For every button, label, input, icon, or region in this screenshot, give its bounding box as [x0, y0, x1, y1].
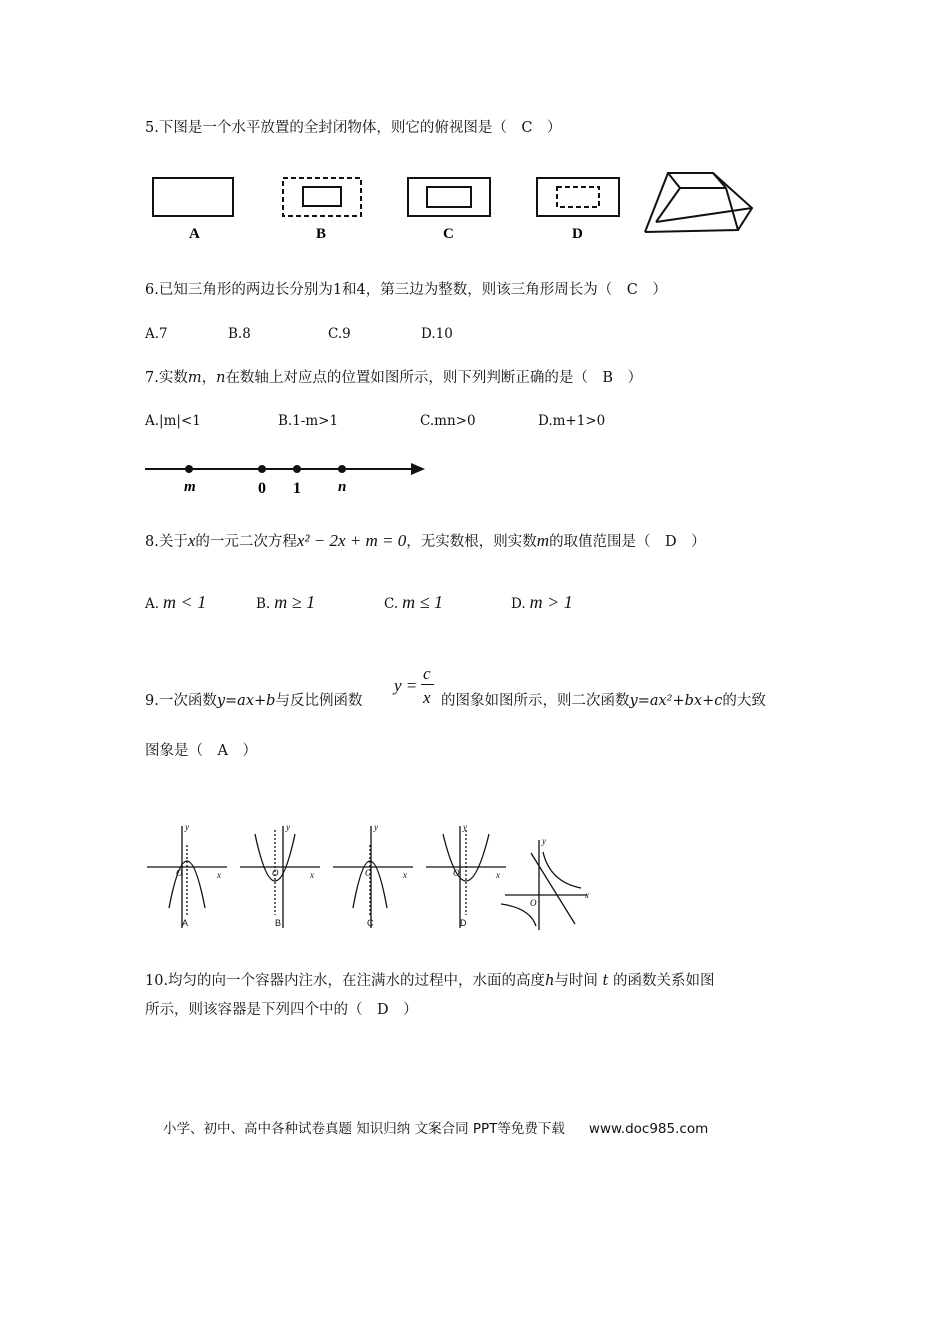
- given-graph-x: x: [585, 890, 589, 900]
- q9-line1-b: 的图象如图所示，则二次函数y=ax²+bx+c的大致: [441, 693, 766, 709]
- graph-a-label: A: [182, 918, 189, 928]
- q5-label-d: D: [572, 226, 583, 242]
- graph-d-label: D: [460, 918, 467, 928]
- q5-label-b: B: [316, 226, 327, 242]
- given-graph-y: y: [542, 836, 546, 846]
- axis-label-1: 1: [293, 480, 301, 497]
- graph-c-y: y: [374, 822, 378, 832]
- q10-line2: 所示，则该容器是下列四个中的（ D ）: [145, 1002, 418, 1018]
- graph-b-label: B: [275, 918, 282, 928]
- axis-label-n: n: [338, 479, 347, 495]
- graph-a-y: y: [185, 822, 189, 832]
- q7-option-b: B.1-m>1: [278, 413, 339, 429]
- graph-d-y: y: [463, 822, 467, 832]
- q8-option-d: D. m > 1: [511, 592, 573, 612]
- q6-option-c: C.9: [328, 326, 351, 342]
- q9-graphs: [145, 820, 615, 940]
- graph-c-origin: O: [365, 868, 372, 878]
- q5-text: 5.下图是一个水平放置的全封闭物体，则它的俯视图是（ C ）: [145, 120, 562, 136]
- q6-option-d: D.10: [421, 326, 453, 342]
- page-footer: [163, 1117, 708, 1137]
- footer-text: 小学、初中、高中各种试卷真题 知识归纳 文案合同 PPT等免费下载: [163, 1121, 565, 1137]
- footer-url[interactable]: www.doc985.com: [588, 1121, 709, 1137]
- axis-label-0: 0: [258, 480, 266, 497]
- q5-label-a: A: [189, 226, 200, 242]
- graph-a-x: x: [217, 870, 221, 880]
- graph-c-label: C: [367, 918, 374, 928]
- graph-b-origin: O: [272, 868, 279, 878]
- q6-option-b: B.8: [228, 326, 251, 342]
- graph-a-origin: O: [176, 868, 183, 878]
- q10-line1: 10.均匀的向一个容器内注水，在注满水的过程中，水面的高度h与时间 t 的函数关系如图: [145, 973, 715, 989]
- q8-option-a: A. m < 1: [145, 592, 207, 612]
- q9-line2: 图象是（ A ）: [145, 743, 257, 759]
- q7-text: 7.实数m，n在数轴上对应点的位置如图所示，则下列判断正确的是（ B ）: [145, 370, 643, 386]
- axis-label-m: m: [184, 479, 196, 495]
- q7-option-a: A.|m|<1: [145, 413, 201, 429]
- graph-c-x: x: [403, 870, 407, 880]
- q9-line1-a: 9.一次函数y=ax+b与反比例函数: [145, 693, 363, 709]
- q7-option-c: C.mn>0: [420, 413, 476, 429]
- q8-option-c: C. m ≤ 1: [384, 592, 444, 612]
- q7-option-d: D.m+1>0: [538, 413, 606, 429]
- graph-b-y: y: [286, 822, 290, 832]
- q8-text: 8.关于x的一元二次方程x² − 2x + m = 0，无实数根，则实数m的取值范围是（ D ）: [145, 531, 706, 550]
- graph-d-x: x: [496, 870, 500, 880]
- q5-label-c: C: [443, 226, 454, 242]
- graph-b-x: x: [310, 870, 314, 880]
- q6-text: 6.已知三角形的两边长分别为1和4，第三边为整数，则该三角形周长为（ C ）: [145, 282, 667, 298]
- q6-option-a: A.7: [145, 326, 168, 342]
- graph-d-origin: O: [453, 868, 460, 878]
- q8-option-b: B. m ≥ 1: [256, 592, 316, 612]
- given-graph-origin: O: [530, 898, 537, 908]
- number-line: [145, 455, 445, 495]
